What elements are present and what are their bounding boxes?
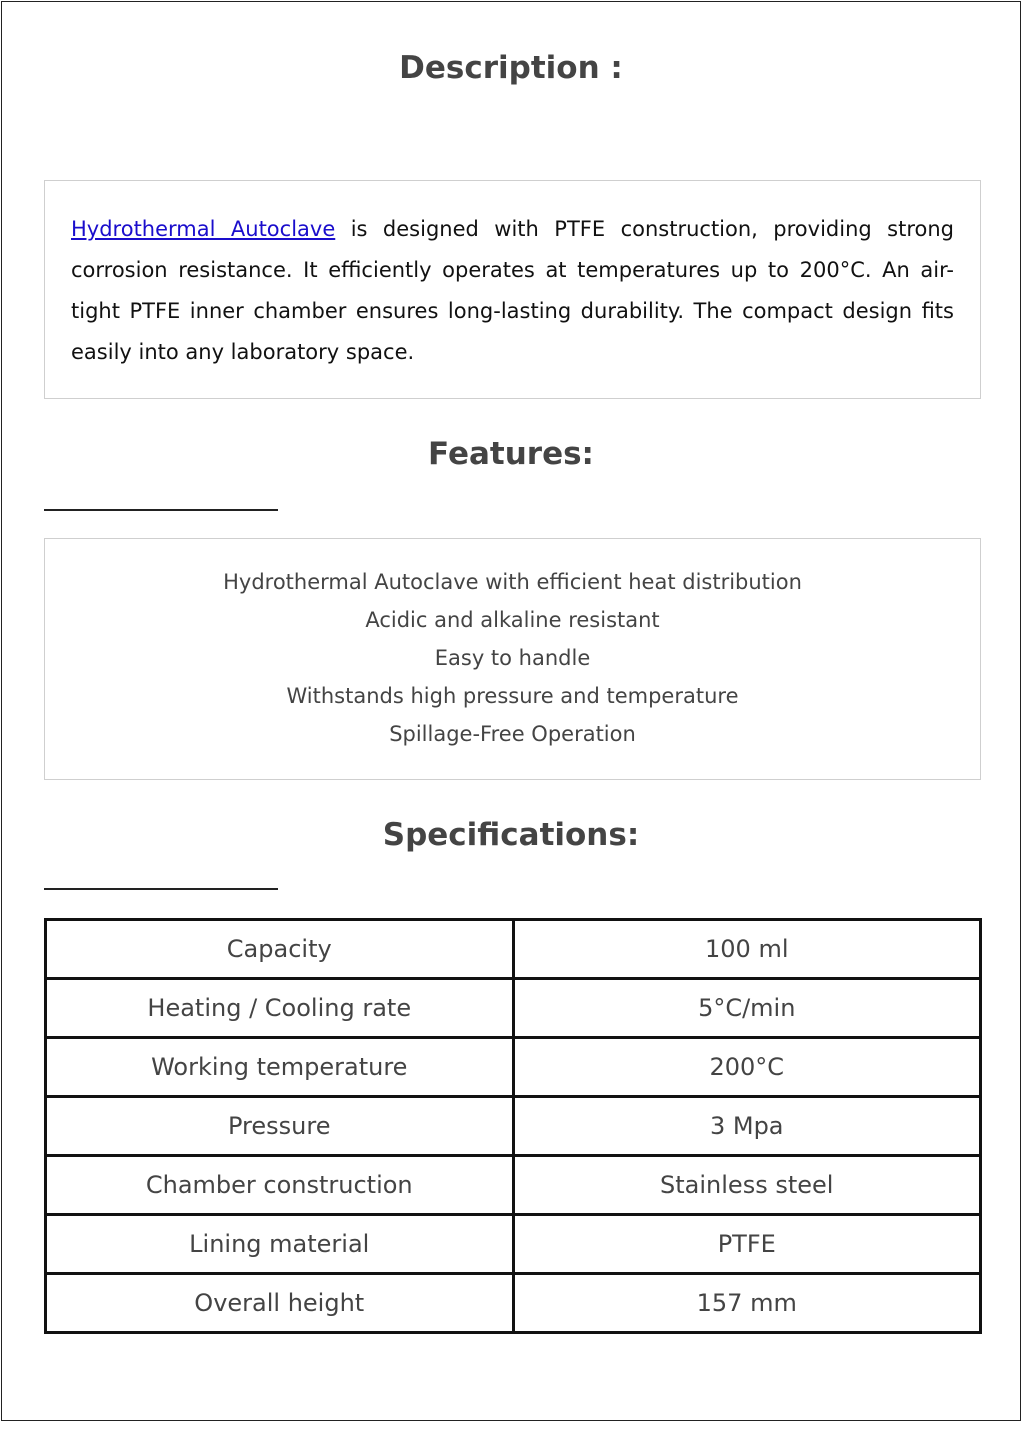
table-row [46,1156,981,1215]
spec-label: Chamber construction [46,1156,514,1215]
table-row [46,920,981,979]
spec-label: Capacity [46,920,514,979]
spec-label: Working temperature [46,1038,514,1097]
product-page [1,1,1021,1421]
description-text [71,209,954,373]
spec-value: 200°C [513,1038,981,1097]
feature-item: Easy to handle [434,646,591,670]
features-divider [44,509,278,511]
table-row [46,1097,981,1156]
table-row [46,1274,981,1333]
description-heading: Description : [399,50,623,86]
spec-value: 100 ml [513,920,981,979]
spec-value: 3 Mpa [513,1097,981,1156]
table-row [46,1038,981,1097]
feature-item: Spillage-Free Operation [389,722,636,746]
specifications-table [44,918,982,1334]
spec-label: Pressure [46,1097,514,1156]
features-heading: Features: [428,436,594,472]
spec-value: Stainless steel [513,1156,981,1215]
table-row [46,979,981,1038]
product-link[interactable]: Hydrothermal Autoclave [71,217,336,241]
spec-value: PTFE [513,1215,981,1274]
spec-label: Heating / Cooling rate [46,979,514,1038]
feature-item: Withstands high pressure and temperature [286,684,739,708]
features-list [45,563,980,753]
table-row [46,1215,981,1274]
spec-value: 5°C/min [513,979,981,1038]
specifications-heading: Specifications: [382,817,640,853]
spec-label: Lining material [46,1215,514,1274]
description-box [44,180,981,399]
features-box [44,538,981,780]
feature-item: Hydrothermal Autoclave with efficient heat distribution [223,570,802,594]
feature-item: Acidic and alkaline resistant [365,608,660,632]
description-body: is designed with PTFE construction, providing strong corrosion resistance. It efficiently operates at temperatures up to 200°C. An air-tight PTFE inner chamber ensures long-lasting durability. The compact design fits easily into any laboratory space. [71,217,954,364]
specifications-divider [44,888,278,890]
spec-value: 157 mm [513,1274,981,1333]
spec-label: Overall height [46,1274,514,1333]
